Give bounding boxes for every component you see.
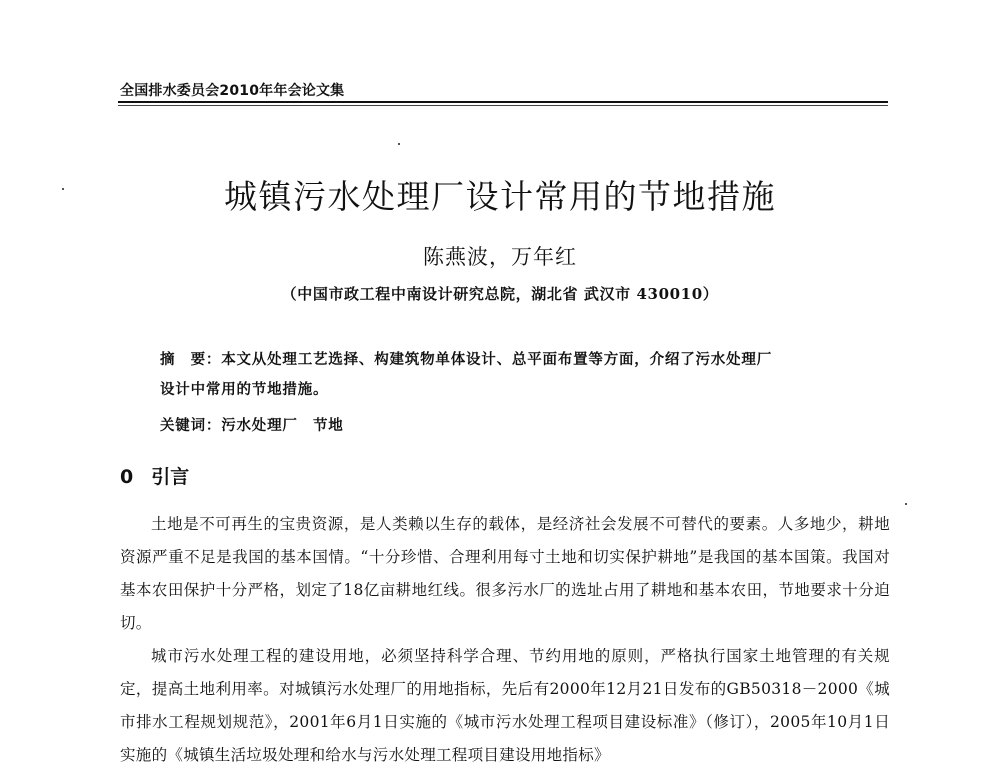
keywords-text: 污水处理厂 节地 xyxy=(221,417,344,434)
header-rule-thin xyxy=(118,105,888,106)
abstract-block xyxy=(160,345,890,405)
keywords-label: 关键词： xyxy=(160,418,222,434)
body-text xyxy=(120,508,890,772)
paper-affiliation: （中国市政工程中南设计研究总院，湖北省 武汉市 430010） xyxy=(281,285,719,303)
section-number: 0 xyxy=(120,466,134,488)
abstract-label: 摘 要： xyxy=(160,352,222,368)
scan-speck xyxy=(398,143,400,145)
body-paragraph: 城市污水处理工程的建设用地，必须坚持科学合理、节约用地的原则，严格执行国家土地管理的有关规定，提高土地利用率。对城镇污水处理厂的用地指标，先后有2000年12月21日发布的GB50318－2000《城市排水工程规划规范》，2001年6月1日实施的《城市污水处理工程项目建设标准》（修订），2005年10月1日实施的《城镇生活垃圾处理和给水与污水处理工程项目建设用地指标》 xyxy=(120,647,890,764)
abstract-text-line2: 设计中常用的节地措施。 xyxy=(160,381,329,398)
header-rule xyxy=(118,101,888,103)
section-heading xyxy=(120,462,189,489)
body-paragraph: 土地是不可再生的宝贵资源，是人类赖以生存的载体，是经济社会发展不可替代的要素。人多地少，耕地资源严重不足是我国的基本国情。“十分珍惜、合理利用每寸土地和切实保护耕地”是我国的基本国策。我国对基本农田保护十分严格，划定了18亿亩耕地红线。很多污水厂的选址占用了耕地和基本农田，节地要求十分迫切。 xyxy=(120,515,890,632)
abstract-text-line1: 本文从处理工艺选择、构建筑物单体设计、总平面布置等方面，介绍了污水处理厂 xyxy=(221,351,772,368)
section-title: 引言 xyxy=(151,466,190,488)
paper-title: 城镇污水处理厂设计常用的节地措施 xyxy=(224,177,776,216)
paper-authors: 陈燕波，万年红 xyxy=(423,245,577,269)
scan-speck xyxy=(905,503,907,505)
running-header: 全国排水委员会2010年年会论文集 xyxy=(120,83,345,99)
keywords-block xyxy=(160,414,344,435)
